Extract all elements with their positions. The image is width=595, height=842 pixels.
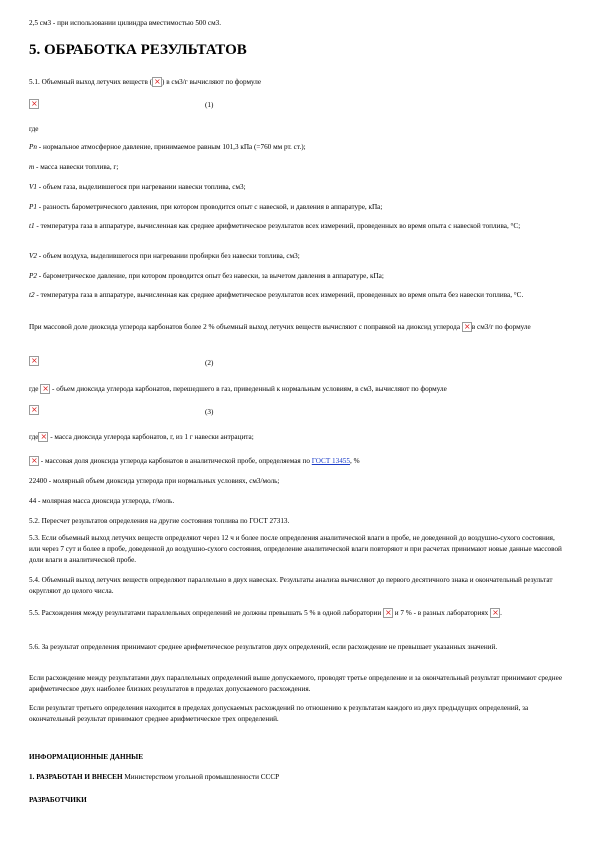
info-item-1	[29, 772, 279, 782]
definition-t2	[29, 290, 565, 301]
def-text: - барометрическое давление, при котором проводится опыт без навески, за вычетом давления в аппаратуре, кПа;	[36, 272, 384, 280]
p-co2-suffix: в см3/г по формуле	[471, 323, 531, 331]
paragraph-5-6: 5.6. За результат определения принимают среднее арифметическое результатов двух определений, если расхождение не превышает указанных значений.	[29, 643, 498, 651]
def-symbol: V2	[29, 252, 37, 260]
def-text: - разность барометрического давления, при котором проводится опыт с навеской, и давления в аппаратуре, кПа;	[36, 203, 383, 211]
def-symbol: Pn	[29, 143, 37, 151]
p55-middle: и 7 % - в разных лабораториях	[394, 609, 489, 617]
def-text: - температура газа в аппаратуре, вычисленная как среднее арифметическое результатов всех измерений, проведенных во время опыта с навеской топлива, °С;	[34, 222, 521, 230]
developers-heading: РАЗРАБОТЧИКИ	[29, 796, 87, 804]
definition-p2	[29, 271, 384, 281]
where-3	[29, 432, 254, 442]
broken-image-icon	[40, 384, 50, 394]
formula-2-image-icon	[29, 356, 39, 366]
where-3-prefix: где	[29, 433, 39, 441]
paragraph-5-1	[29, 77, 261, 87]
paragraph-5-8: Если результат третьего определения находится в пределах допускаемых расхождений по отношению к результатам каждого из двух предыдущих определений, за окончательный результат принимают среднее арифметическое трех определений.	[29, 704, 529, 723]
def-symbol: m	[29, 163, 35, 171]
where-3-text: - масса диоксида углерода карбонатов, г, из 1 г навески антрацита;	[50, 433, 254, 441]
p51-prefix: 5.1. Объемный выход летучих веществ (	[29, 78, 153, 86]
formula-1-image-icon	[29, 99, 39, 109]
top-line: 2,5 см3 - при использовании цилиндра вместимостью 500 см3.	[29, 19, 222, 27]
def-symbol: P1	[29, 203, 37, 211]
def-text: - объем газа, выделившегося при нагревании навески топлива, см3;	[36, 183, 246, 191]
where-2-prefix: где	[29, 385, 39, 393]
definition-v1	[29, 182, 246, 192]
p51-suffix: ) в см3/г вычисляют по формуле	[162, 78, 262, 86]
paragraph-co2-correction	[29, 320, 565, 334]
molar-volume: 22400 - молярный объем диоксида углерода при нормальных условиях, см3/моль;	[29, 477, 280, 485]
p55-prefix: 5.5. Расхождения между результатами параллельных определений не должны превышать 5 % в одной лаборатории	[29, 609, 382, 617]
broken-image-icon	[462, 322, 472, 332]
paragraph-5-2: 5.2. Пересчет результатов определения на другие состояния топлива по ГОСТ 27313.	[29, 517, 290, 525]
def-text: - объем воздуха, выделившегося при нагревании пробирки без навески топлива, см3;	[36, 252, 300, 260]
def-symbol: V1	[29, 183, 37, 191]
formula-3-image-icon	[29, 405, 39, 415]
p-co2-prefix: При массовой доле диоксида углерода карбонатов более 2 % объемный выход летучих веществ вычисляют с поправкой на диоксид углерода	[29, 323, 461, 331]
where-2-text: - объем диоксида углерода карбонатов, перешедшего в газ, приведенный к нормальным условиям, в см3, вычисляют по формуле	[52, 385, 447, 393]
molar-mass: 44 - молярная масса диоксида углерода, г/моль.	[29, 497, 175, 505]
def-text: - нормальное атмосферное давление, принимаемое равным 101,3 кПа (=760 мм рт. ст.);	[36, 143, 306, 151]
formula-1-number: (1)	[205, 101, 214, 109]
broken-image-icon	[38, 432, 48, 442]
gost-13455-link[interactable]: ГОСТ 13455	[311, 457, 350, 465]
def-text: - масса навески топлива, г;	[34, 163, 119, 171]
p55-suffix: .	[500, 609, 502, 617]
info-item-1-rest: Министерством угольной промышленности СССР	[124, 773, 280, 781]
broken-image-icon	[29, 456, 39, 466]
def-symbol: t1	[29, 222, 35, 230]
co2-mass-text: - массовая доля диоксида углерода карбонатов в аналитической пробе, определяемая по	[40, 457, 312, 465]
info-item-1-number: 1.	[29, 773, 35, 781]
definition-t1	[29, 221, 565, 232]
definition-p1	[29, 202, 382, 212]
def-symbol: P2	[29, 272, 37, 280]
where-label: где	[29, 125, 39, 133]
definition-v2	[29, 251, 300, 261]
paragraph-5-4: 5.4. Объемный выход летучих веществ определяют параллельно в двух навесках. Результаты анализа вычисляют до первого десятичного знака и окончательный результат округляют до целого числа.	[29, 576, 553, 595]
formula-3-number: (3)	[205, 408, 214, 416]
paragraph-5-5	[29, 606, 565, 621]
broken-image-icon	[490, 608, 500, 618]
paragraph-5-3: 5.3. Если объемный выход летучих веществ определяют через 12 ч и более после определения аналитической влаги в пробе, не доведенной до воздушно-сухого состояния, или через 7 сут и более в пробе, доведенной до воздушно-сухого состояния, определение аналитической влаги повторяют и при расчетах принимают новые данные массовой доли влаги в аналитической пробе.	[29, 534, 562, 564]
paragraph-5-7: Если расхождение между результатами двух параллельных определений выше допускаемого, проводят третье определение и за окончательный результат принимают среднее арифметическое двух наиболее близких результатов в пределах допускаемого расхождения.	[29, 674, 563, 693]
broken-image-icon	[383, 608, 393, 618]
definition-m	[29, 162, 118, 172]
co2-mass-text-after: , %	[349, 457, 360, 465]
co2-mass-fraction	[29, 456, 360, 466]
section-title: 5. ОБРАБОТКА РЕЗУЛЬТАТОВ	[29, 42, 247, 58]
formula-2-number: (2)	[205, 359, 214, 367]
info-item-1-bold: РАЗРАБОТАН И ВНЕСЕН	[36, 773, 123, 781]
info-title: ИНФОРМАЦИОННЫЕ ДАННЫЕ	[29, 753, 144, 761]
def-text: - температура газа в аппаратуре, вычисленная как среднее арифметическое результатов всех измерений, проведенных во время опыта без навески топлива, °С.	[34, 291, 524, 299]
broken-image-icon	[152, 77, 162, 87]
def-symbol: t2	[29, 291, 35, 299]
where-2	[29, 384, 447, 394]
definition-pn	[29, 142, 306, 152]
